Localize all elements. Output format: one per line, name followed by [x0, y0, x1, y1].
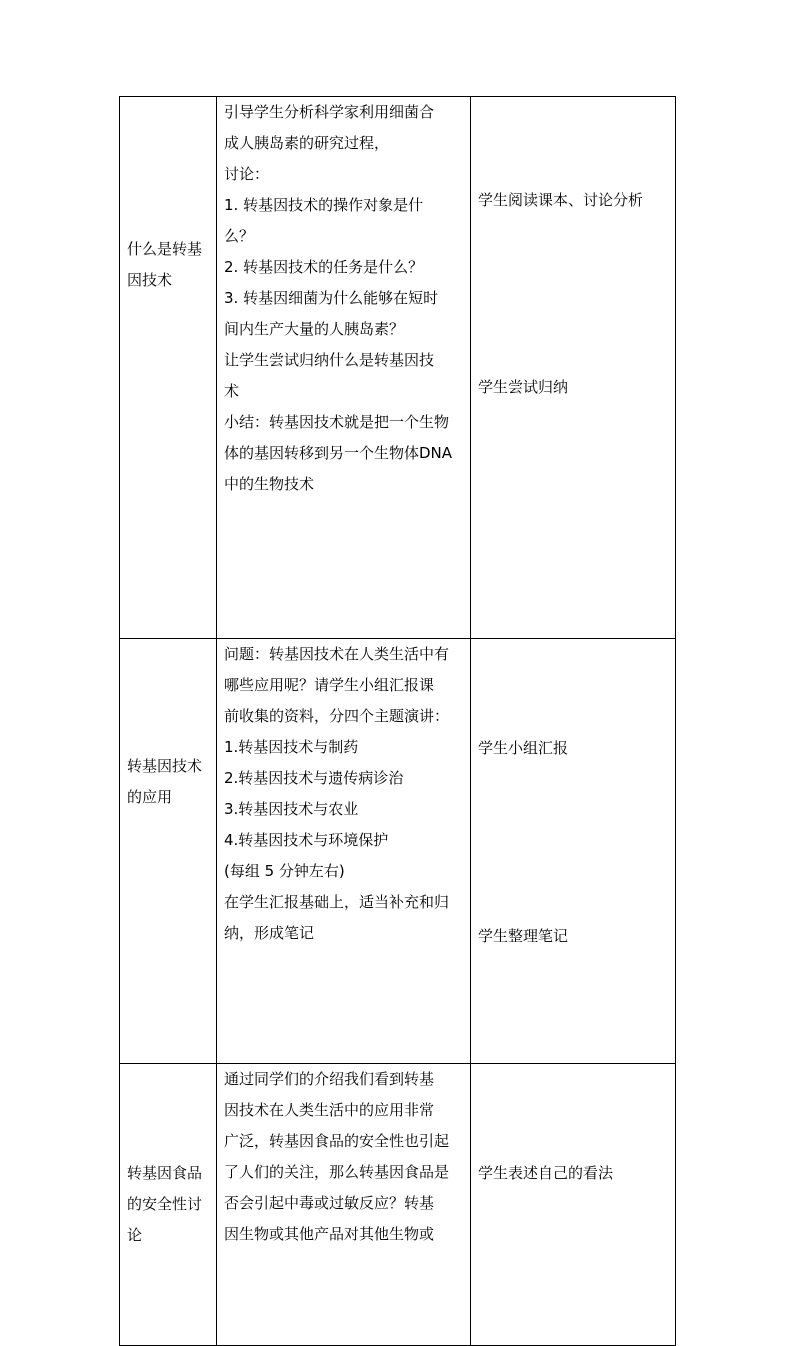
student-cell	[471, 1064, 676, 1346]
table-row	[120, 639, 676, 1064]
activity-line: 3. 转基因细菌为什么能够在短时	[224, 289, 439, 307]
activity-line: 广泛，转基因食品的安全性也引起	[224, 1132, 450, 1150]
activity-line: 2.转基因技术与遗传病诊治	[224, 769, 404, 787]
activity-line: 纳，形成笔记	[224, 924, 315, 942]
activity-line: 4.转基因技术与环境保护	[224, 831, 389, 849]
activity-cell	[217, 97, 471, 639]
topic-cell	[120, 1064, 217, 1346]
topic-cell	[120, 97, 217, 639]
activity-line: 间内生产大量的人胰岛素？	[224, 320, 405, 338]
lesson-plan-table	[119, 96, 676, 1346]
activity-line: 前收集的资料，分四个主题演讲：	[224, 707, 450, 725]
topic-line: 转基因食品	[127, 1164, 203, 1182]
student-cell	[471, 639, 676, 1064]
activity-cell	[217, 639, 471, 1064]
table-row	[120, 97, 676, 639]
activity-line: 3.转基因技术与农业	[224, 800, 359, 818]
activity-line: 因生物或其他产品对其他生物或	[224, 1225, 435, 1243]
topic-line: 论	[127, 1226, 143, 1244]
topic-line: 转基因技术	[127, 757, 203, 775]
student-activity-text: 学生小组汇报	[478, 739, 569, 757]
topic-line: 的应用	[127, 788, 173, 806]
activity-line: (每组 5 分钟左右)	[224, 862, 345, 880]
student-activity-text: 学生整理笔记	[478, 927, 569, 945]
activity-line: 1.转基因技术与制药	[224, 738, 359, 756]
activity-line: 中的生物技术	[224, 475, 315, 493]
activity-line: 通过同学们的介绍我们看到转基	[224, 1070, 435, 1088]
student-activity-text: 学生阅读课本、讨论分析	[478, 191, 644, 209]
activity-line: 2. 转基因技术的任务是什么？	[224, 258, 424, 276]
topic-line: 的安全性讨	[127, 1195, 203, 1213]
activity-line: 引导学生分析科学家利用细菌合	[224, 103, 435, 121]
activity-cell	[217, 1064, 471, 1346]
student-cell	[471, 97, 676, 639]
activity-line: 问题：转基因技术在人类生活中有	[224, 645, 450, 663]
activity-line: 讨论：	[224, 165, 270, 183]
activity-line: 因技术在人类生活中的应用非常	[224, 1101, 435, 1119]
activity-line: 小结：转基因技术就是把一个生物	[224, 413, 450, 431]
activity-line: 体的基因转移到另一个生物体DNA	[224, 444, 453, 462]
activity-line: 术	[224, 382, 240, 400]
activity-line: 么？	[224, 227, 255, 245]
activity-line: 1. 转基因技术的操作对象是什	[224, 196, 424, 214]
activity-line: 在学生汇报基础上，适当补充和归	[224, 893, 450, 911]
activity-line: 了人们的关注，那么转基因食品是	[224, 1163, 450, 1181]
activity-line: 否会引起中毒或过敏反应？转基	[224, 1194, 435, 1212]
activity-line: 哪些应用呢？请学生小组汇报课	[224, 676, 435, 694]
topic-line: 什么是转基	[127, 240, 203, 258]
activity-line: 让学生尝试归纳什么是转基因技	[224, 351, 435, 369]
student-activity-text: 学生表述自己的看法	[478, 1164, 614, 1182]
table-row	[120, 1064, 676, 1346]
topic-line: 因技术	[127, 271, 173, 289]
topic-cell	[120, 639, 217, 1064]
activity-line: 成人胰岛素的研究过程，	[224, 134, 390, 152]
student-activity-text: 学生尝试归纳	[478, 378, 569, 396]
